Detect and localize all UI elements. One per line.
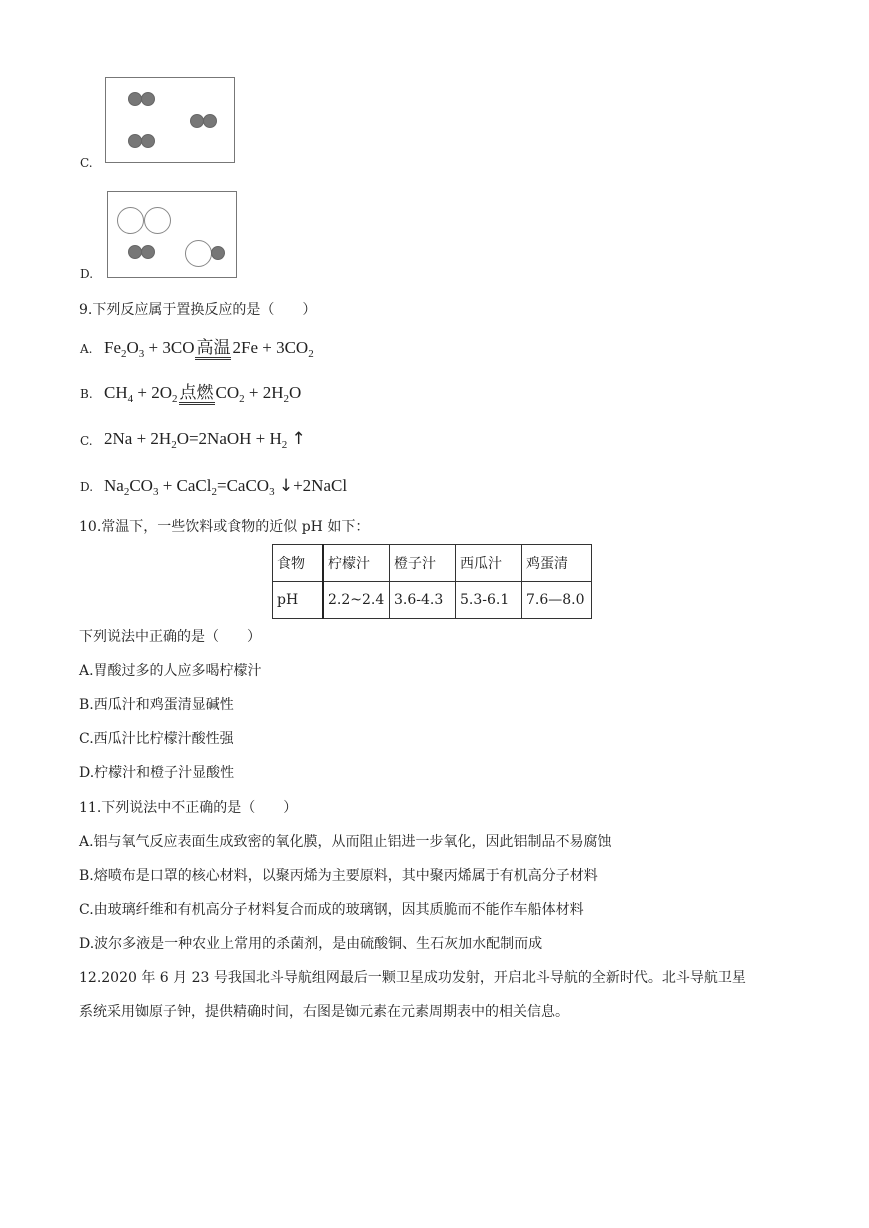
q9-stem: 9.下列反应属于置换反应的是（ ） — [79, 302, 317, 318]
q11-option-a: A.铝与氧气反应表面生成致密的氧化膜，从而阻止铝进一步氧化，因此铝制品不易腐蚀 — [79, 834, 612, 850]
q12-line-1: 12.2020 年 6 月 23 号我国北斗导航组网最后一颗卫星成功发射，开启北斗导航的全新时代。北斗导航卫星 — [79, 970, 746, 986]
table-cell: 食物 — [273, 545, 324, 582]
q10-question: 下列说法中正确的是（ ） — [79, 629, 261, 645]
table-cell: 3.6-4.3 — [390, 582, 456, 619]
ph-table — [272, 544, 592, 619]
molecule-atom — [141, 134, 155, 148]
q11-option-d: D.波尔多液是一种农业上常用的杀菌剂，是由硫酸铜、生石灰加水配制而成 — [79, 936, 543, 952]
option-c-molecule-diagram — [105, 77, 235, 163]
table-cell: 5.3-6.1 — [456, 582, 522, 619]
q9-option-d-equation: $Na_2CO_3$ + CaCl$_2$=CaCO$_3$ ↓+2NaCl — [104, 476, 348, 498]
molecule-atom — [203, 114, 217, 128]
table-cell: 鸡蛋清 — [522, 545, 592, 582]
q9-option-b-equation: $CH_4 + 2O_2$ 点燃 $CO_2 + 2H_2O$ — [104, 383, 302, 405]
molecule-atom — [141, 245, 155, 259]
q11-stem: 11.下列说法中不正确的是（ ） — [79, 800, 298, 816]
molecule-atom — [128, 92, 142, 106]
table-cell: 柠檬汁 — [323, 545, 390, 582]
table-row — [273, 582, 592, 619]
molecule-atom — [128, 134, 142, 148]
table-cell: 橙子汁 — [390, 545, 456, 582]
q10-stem: 10.常温下，一些饮料或食物的近似 pH 如下： — [79, 519, 370, 535]
reaction-condition: 高温 — [195, 339, 231, 360]
table-cell: 西瓜汁 — [456, 545, 522, 582]
table-header-row — [273, 545, 592, 582]
gas-arrow-icon: ↑ — [291, 429, 306, 449]
table-cell: 7.6—8.0 — [522, 582, 592, 619]
reaction-condition: 点燃 — [179, 384, 215, 405]
q9-option-c-equation: $2Na + 2H_2O=2NaOH + H_2$ ↑ — [104, 429, 306, 451]
q11-option-c: C.由玻璃纤维和有机高分子材料复合而成的玻璃钢，因其质脆而不能作车船体材料 — [79, 902, 584, 918]
q9-option-a-label: A. — [80, 342, 93, 356]
q10-option-b: B.西瓜汁和鸡蛋清显碱性 — [79, 697, 234, 713]
molecule-atom — [128, 245, 142, 259]
molecule-atom — [190, 114, 204, 128]
q9-option-b-label: B. — [80, 387, 93, 401]
option-d-molecule-diagram — [107, 191, 237, 278]
molecule-atom-large — [117, 207, 144, 234]
q9-option-d-label: D. — [80, 480, 94, 494]
table-cell: 2.2~2.4 — [323, 582, 390, 619]
option-d-label: D. — [80, 267, 94, 281]
precipitate-arrow-icon: ↓ — [278, 476, 294, 496]
q10-option-c: C.西瓜汁比柠檬汁酸性强 — [79, 731, 234, 747]
molecule-atom-large — [185, 240, 212, 267]
table-cell: pH — [273, 582, 324, 619]
q12-line-2: 系统采用铷原子钟，提供精确时间，右图是铷元素在元素周期表中的相关信息。 — [79, 1004, 569, 1020]
q10-option-d: D.柠檬汁和橙子汁显酸性 — [79, 765, 235, 781]
molecule-atom — [141, 92, 155, 106]
q11-option-b: B.熔喷布是口罩的核心材料，以聚丙烯为主要原料，其中聚丙烯属于有机高分子材料 — [79, 868, 598, 884]
q10-option-a: A.胃酸过多的人应多喝柠檬汁 — [79, 663, 262, 679]
q9-option-a-equation: $Fe_2O_3 + 3CO$ 高温 $2Fe + 3CO_2$ — [104, 338, 314, 360]
molecule-atom — [211, 246, 225, 260]
molecule-atom-large — [144, 207, 171, 234]
q9-option-c-label: C. — [80, 434, 93, 448]
option-c-label: C. — [80, 156, 93, 170]
